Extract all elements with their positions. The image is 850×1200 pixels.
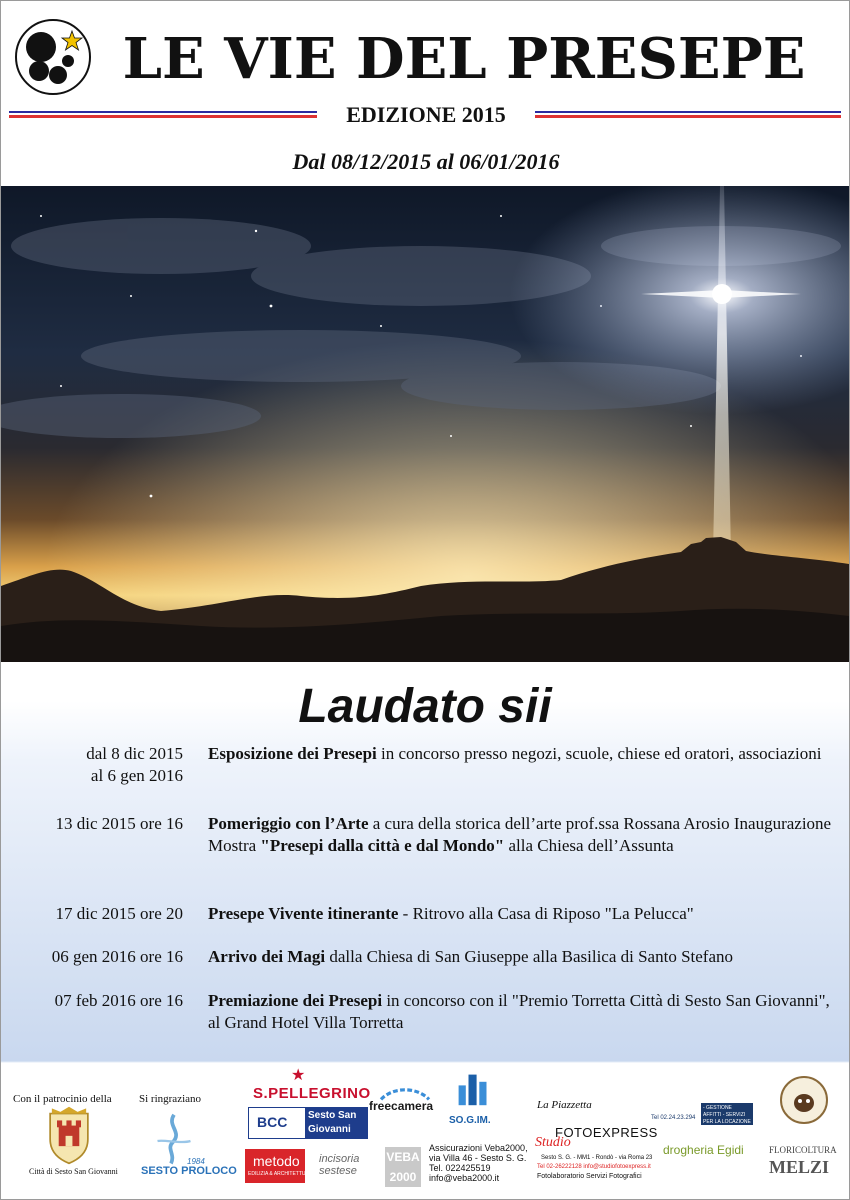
night-sky-star-photo [1,186,849,662]
event-date: 13 dic 2015 ore 16 [55,814,183,833]
sponsor-metodo: metodo EDILIZIA & ARCHITETTURA [245,1149,305,1183]
thanks-label: Si ringraziano [139,1093,202,1105]
sponsor-freecamera: freecamera [369,1099,434,1113]
sponsor-floricoltura: FLORICOLTURA [769,1145,837,1155]
fotoexpress-phone: Tel 02-26222128 info@studiofotoexpress.it [537,1164,651,1170]
patronage-city: Città di Sesto San Giovanni [29,1167,118,1176]
event-date: dal 8 dic 2015 al 6 gen 2016 [86,744,183,785]
event-description: Pomeriggio con l’Arte a cura della storica dell’arte prof.ssa Rossana Arosio Inaugurazione Mostra "Presepi dalla città e dal Mondo" alla Chiesa dell’Assunta [208,814,832,855]
sponsor-piazzetta: La Piazzetta [537,1099,592,1111]
event-date: 07 feb 2016 ore 16 [54,991,183,1010]
sponsor-affitti: - GESTIONE AFFITTI - SERVIZI PER LA LOCAZIONE [701,1103,753,1125]
sponsor-veba-contacts: Assicurazioni Veba2000, via Villa 46 - Sesto S. G. Tel. 022425519 info@veba2000.it [429,1143,528,1183]
sponsor-bcc: BCC Sesto San Giovanni [248,1107,368,1139]
event-description: Arrivo dei Magi dalla Chiesa di San Giuseppe alla Basilica di Santo Stefano [208,947,734,966]
divider-right [535,111,841,118]
event-description: Presepe Vivente itinerante - Ritrovo alla Casa di Riposo "La Pelucca" [208,904,694,923]
sponsor-drogheria: drogheria Egidi [663,1143,744,1157]
fotoexpress-address: Sesto S. G. - MM1 - Rondò - via Roma 23 [541,1155,653,1161]
sponsor-fotoexpress: FOTOEXPRESS [555,1125,658,1140]
header [1,1,849,186]
sponsor-fotoexpress-studio: Studio [535,1135,571,1150]
sponsor-immobiliare-phone: Tel 02.24.23.294 [651,1115,696,1121]
fotoexpress-services: Fotolaboratorio Servizi Fotografici [537,1173,642,1180]
sponsor-pellegrino: S.PELLEGRINO [253,1085,371,1102]
subtitle: Laudato sii [298,680,552,733]
proloco-name: SESTO PROLOCO [141,1165,237,1177]
sponsor-melzi: MELZI [769,1157,830,1177]
pellegrino-star-icon: ★ [291,1067,306,1084]
page-title: LE VIE DEL PRESEPE [122,26,806,92]
city-coat-of-arms-icon [43,1105,95,1165]
association-logo [14,17,92,97]
sponsor-incisoria: incisoria sestese [319,1153,360,1177]
mozzarella-cow-badge-icon [779,1075,829,1125]
patronage-label: Con il patrocinio della [13,1093,112,1105]
event-date: 06 gen 2016 ore 16 [51,947,183,966]
sogim-buildings-icon [455,1071,491,1107]
proloco-year: 1984 [187,1157,205,1166]
divider-left [9,111,317,118]
event-description: Esposizione dei Presepi in concorso presso negozi, scuole, chiese ed oratori, associazioni [208,744,822,763]
event-date: 17 dic 2015 ore 20 [55,904,183,923]
edition-label: EDIZIONE 2015 [346,102,506,127]
sponsor-veba-logo: VEBA 2000 [385,1147,421,1187]
date-range: Dal 08/12/2015 al 06/01/2016 [292,149,560,174]
sponsor-sogim: SO.G.IM. [449,1115,491,1126]
footer-sponsors [1,1063,849,1199]
event-description: Premiazione dei Presepi in concorso con il "Premio Torretta Città di Sesto San Giovanni", al Grand Hotel Villa Torretta [208,991,830,1032]
